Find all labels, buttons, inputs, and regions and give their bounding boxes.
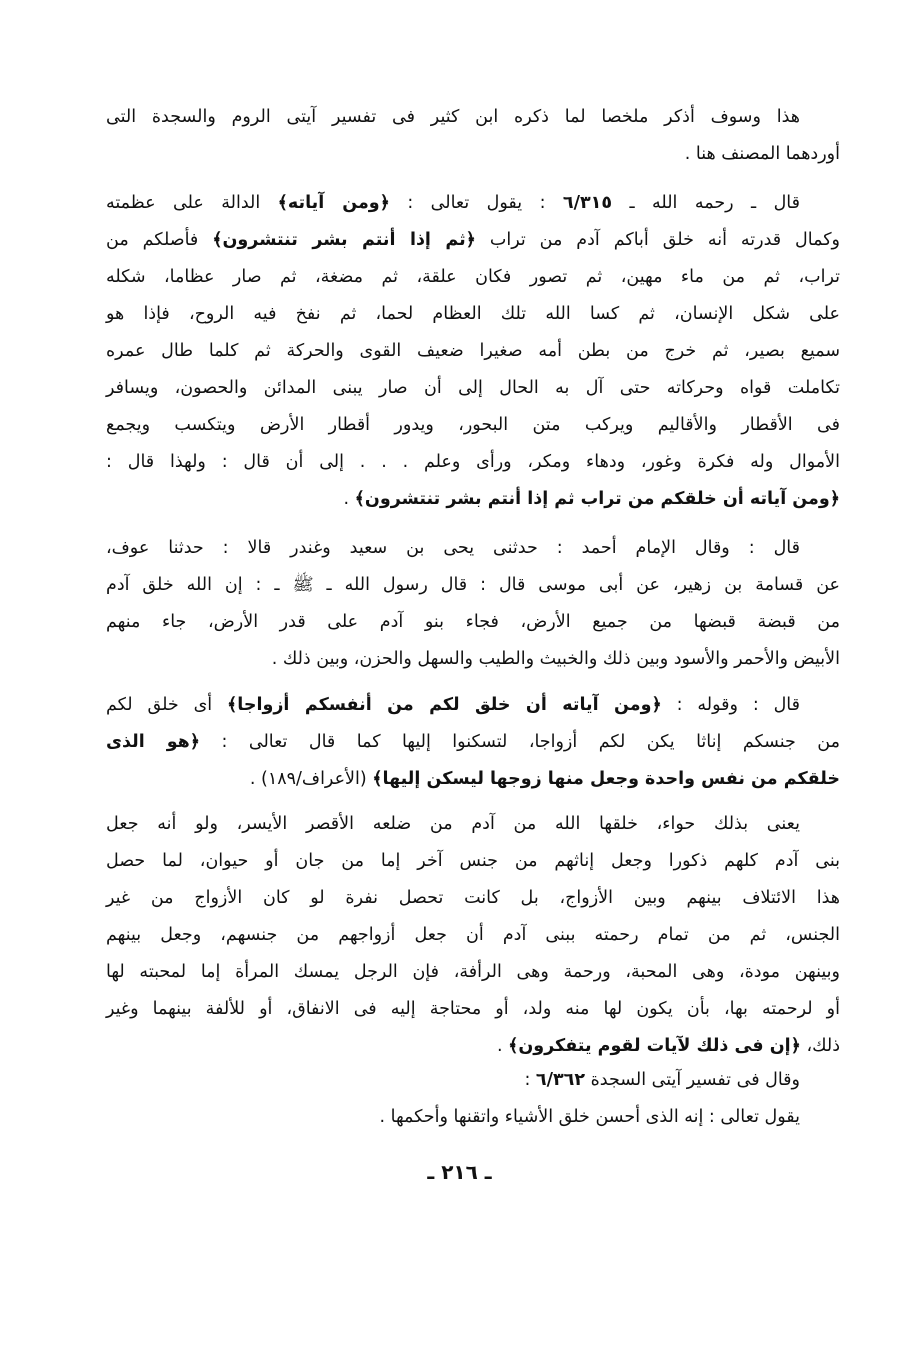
quoted-text: ﴿ومن آياته أن خلقكم من تراب ثم إذا أنتم بشر تنتشرون﴾	[354, 489, 840, 509]
page-number: ـ ٢١٦ ـ	[427, 1160, 492, 1184]
text-line	[106, 333, 840, 370]
text-line	[106, 99, 840, 136]
text-line	[106, 259, 840, 296]
paragraph-sajda-heading	[106, 1062, 840, 1099]
text-line	[106, 806, 840, 843]
text-line	[106, 530, 840, 567]
text-line	[106, 407, 840, 444]
text-line	[106, 1062, 840, 1099]
paragraph-hawwa	[106, 806, 840, 1065]
paragraph-intro	[106, 99, 840, 173]
body-text: تراب، ثم من ماء مهين، ثم تصور فكان علقة، ثم مضغة، ثم صار عظاما، شكله	[106, 267, 840, 287]
quoted-text: ﴿ومن آياته أن خلق لكم من أنفسكم أزواجا﴾	[227, 695, 662, 715]
body-text: (الأعراف/١٨٩) .	[249, 769, 373, 789]
body-text: على شكل الإنسان، ثم كسا الله تلك العظام لحما، ثم نفخ فيه الروح، فإذا هو	[106, 304, 840, 324]
body-text: أو لرحمته بها، بأن يكون لها منه ولد، أو محتاجة إليه فى الانفاق، أو للألفة بينهما وغير	[106, 999, 840, 1019]
body-text: : يقول تعالى :	[389, 193, 563, 213]
body-text: فأصلكم من	[106, 230, 213, 250]
body-text: قال : وقوله :	[661, 695, 800, 715]
paragraph-azwaj	[106, 687, 840, 798]
text-line	[106, 1099, 840, 1136]
body-text: الأبيض والأحمر والأسود وبين ذلك والخبيث والطيب والسهل والحزن، وبين ذلك .	[271, 649, 840, 669]
body-text: عن قسامة بن زهير، عن أبى موسى قال : قال رسول الله ـ ﷺ ـ : إن الله خلق آدم	[106, 575, 840, 595]
body-text: يعنى بذلك حواء، خلقها الله من آدم من ضلعه الأقصر الأيسر، ولو أنه جعل	[106, 814, 800, 834]
body-text: .	[496, 1036, 509, 1056]
quoted-text: ٦/٣١٥	[562, 193, 613, 213]
text-line	[106, 917, 840, 954]
paragraph-hadith-ahmad	[106, 530, 840, 678]
text-line	[106, 724, 840, 761]
text-line	[106, 761, 840, 798]
body-text: أوردهما المصنف هنا .	[684, 144, 840, 164]
text-line	[106, 604, 840, 641]
text-line	[106, 641, 840, 678]
text-line	[106, 136, 840, 173]
text-line	[106, 222, 840, 259]
body-text: قال : وقال الإمام أحمد : حدثنى يحى بن سعيد وغندر قالا : حدثنا عوف،	[106, 538, 800, 558]
text-line	[106, 444, 840, 481]
paragraph-sajda-text	[106, 1099, 840, 1136]
body-text: الدالة على عظمته	[106, 193, 278, 213]
text-line	[106, 687, 840, 724]
body-text: ذلك،	[800, 1036, 840, 1056]
text-line	[106, 954, 840, 991]
body-text: من قبضة قبضها من جميع الأرض، فجاء بنو آدم على قدر الأرض، جاء منهم	[106, 612, 840, 632]
body-text: الأموال وله فكرة وغور، ودهاء ومكر، ورأى وعلم . . . إلى أن قال : ولهذا قال :	[106, 452, 840, 472]
body-text: قال ـ رحمه الله ـ	[612, 193, 801, 213]
quoted-text: ٦/٣٦٢	[535, 1070, 586, 1090]
text-line	[106, 296, 840, 333]
quoted-text: ﴿ومن آياته﴾	[277, 193, 390, 213]
body-text: وبينهن مودة، وهى المحبة، ورحمة وهى الرأفة، فإن الرجل يمسك المرأة إما لمحبته لها	[106, 962, 840, 982]
body-text: أى خلق لكم	[106, 695, 228, 715]
body-text: هذا الائتلاف بينهم وبين الأزواج، بل كانت تحصل نفرة لو كان الأزواج من غير	[106, 888, 840, 908]
text-line	[106, 1028, 840, 1065]
text-line	[106, 991, 840, 1028]
text-line	[106, 567, 840, 604]
paragraph-tafsir-rum-creation	[106, 185, 840, 518]
body-text: بنى آدم كلهم ذكورا وجعل إناثهم من جنس آخر إما من جان أو حيوان، لما حصل	[106, 851, 840, 871]
body-text: وقال فى تفسير آيتى السجدة	[585, 1070, 800, 1090]
body-text: تكاملت قواه وحركاته حتى آل به الحال إلى أن صار يبنى المدائن والحصون، ويسافر	[106, 378, 840, 398]
text-line	[106, 880, 840, 917]
text-line	[106, 481, 840, 518]
text-line	[106, 185, 840, 222]
body-text: سميع بصير، ثم خرج من بطن أمه صغيرا ضعيف القوى والحركة ثم كلما طال عمره	[106, 341, 840, 361]
body-text: .	[343, 489, 355, 509]
quoted-text: ﴿إن فى ذلك لآيات لقوم يتفكرون﴾	[508, 1036, 801, 1056]
text-line	[106, 843, 840, 880]
body-text: يقول تعالى : إنه الذى أحسن خلق الأشياء واتقنها وأحكمها .	[379, 1107, 800, 1127]
quoted-text: خلقكم من نفس واحدة وجعل منها زوجها ليسكن إليها﴾	[372, 769, 840, 789]
body-text: :	[524, 1070, 536, 1090]
body-text: هذا وسوف أذكر ملخصا لما ذكره ابن كثير فى تفسير آيتى الروم والسجدة التى	[106, 107, 800, 127]
body-text: من جنسكم إناثا يكن لكم أزواجا، لتسكنوا إليها كما قال تعالى :	[200, 732, 840, 752]
quoted-text: ﴿هو الذى	[106, 732, 201, 752]
text-line	[106, 370, 840, 407]
quoted-text: ﴿ثم إذا أنتم بشر تنتشرون﴾	[212, 230, 476, 250]
body-text: الجنس، ثم من تمام رحمته ببنى آدم أن جعل أزواجهم من جنسهم، وجعل بينهم	[106, 925, 840, 945]
body-text: فى الأقطار والأقاليم ويركب متن البحور، ويدور أقطار الأرض ويتكسب ويجمع	[106, 415, 840, 435]
body-text: وكمال قدرته أنه خلق أباكم آدم من تراب	[475, 230, 841, 250]
